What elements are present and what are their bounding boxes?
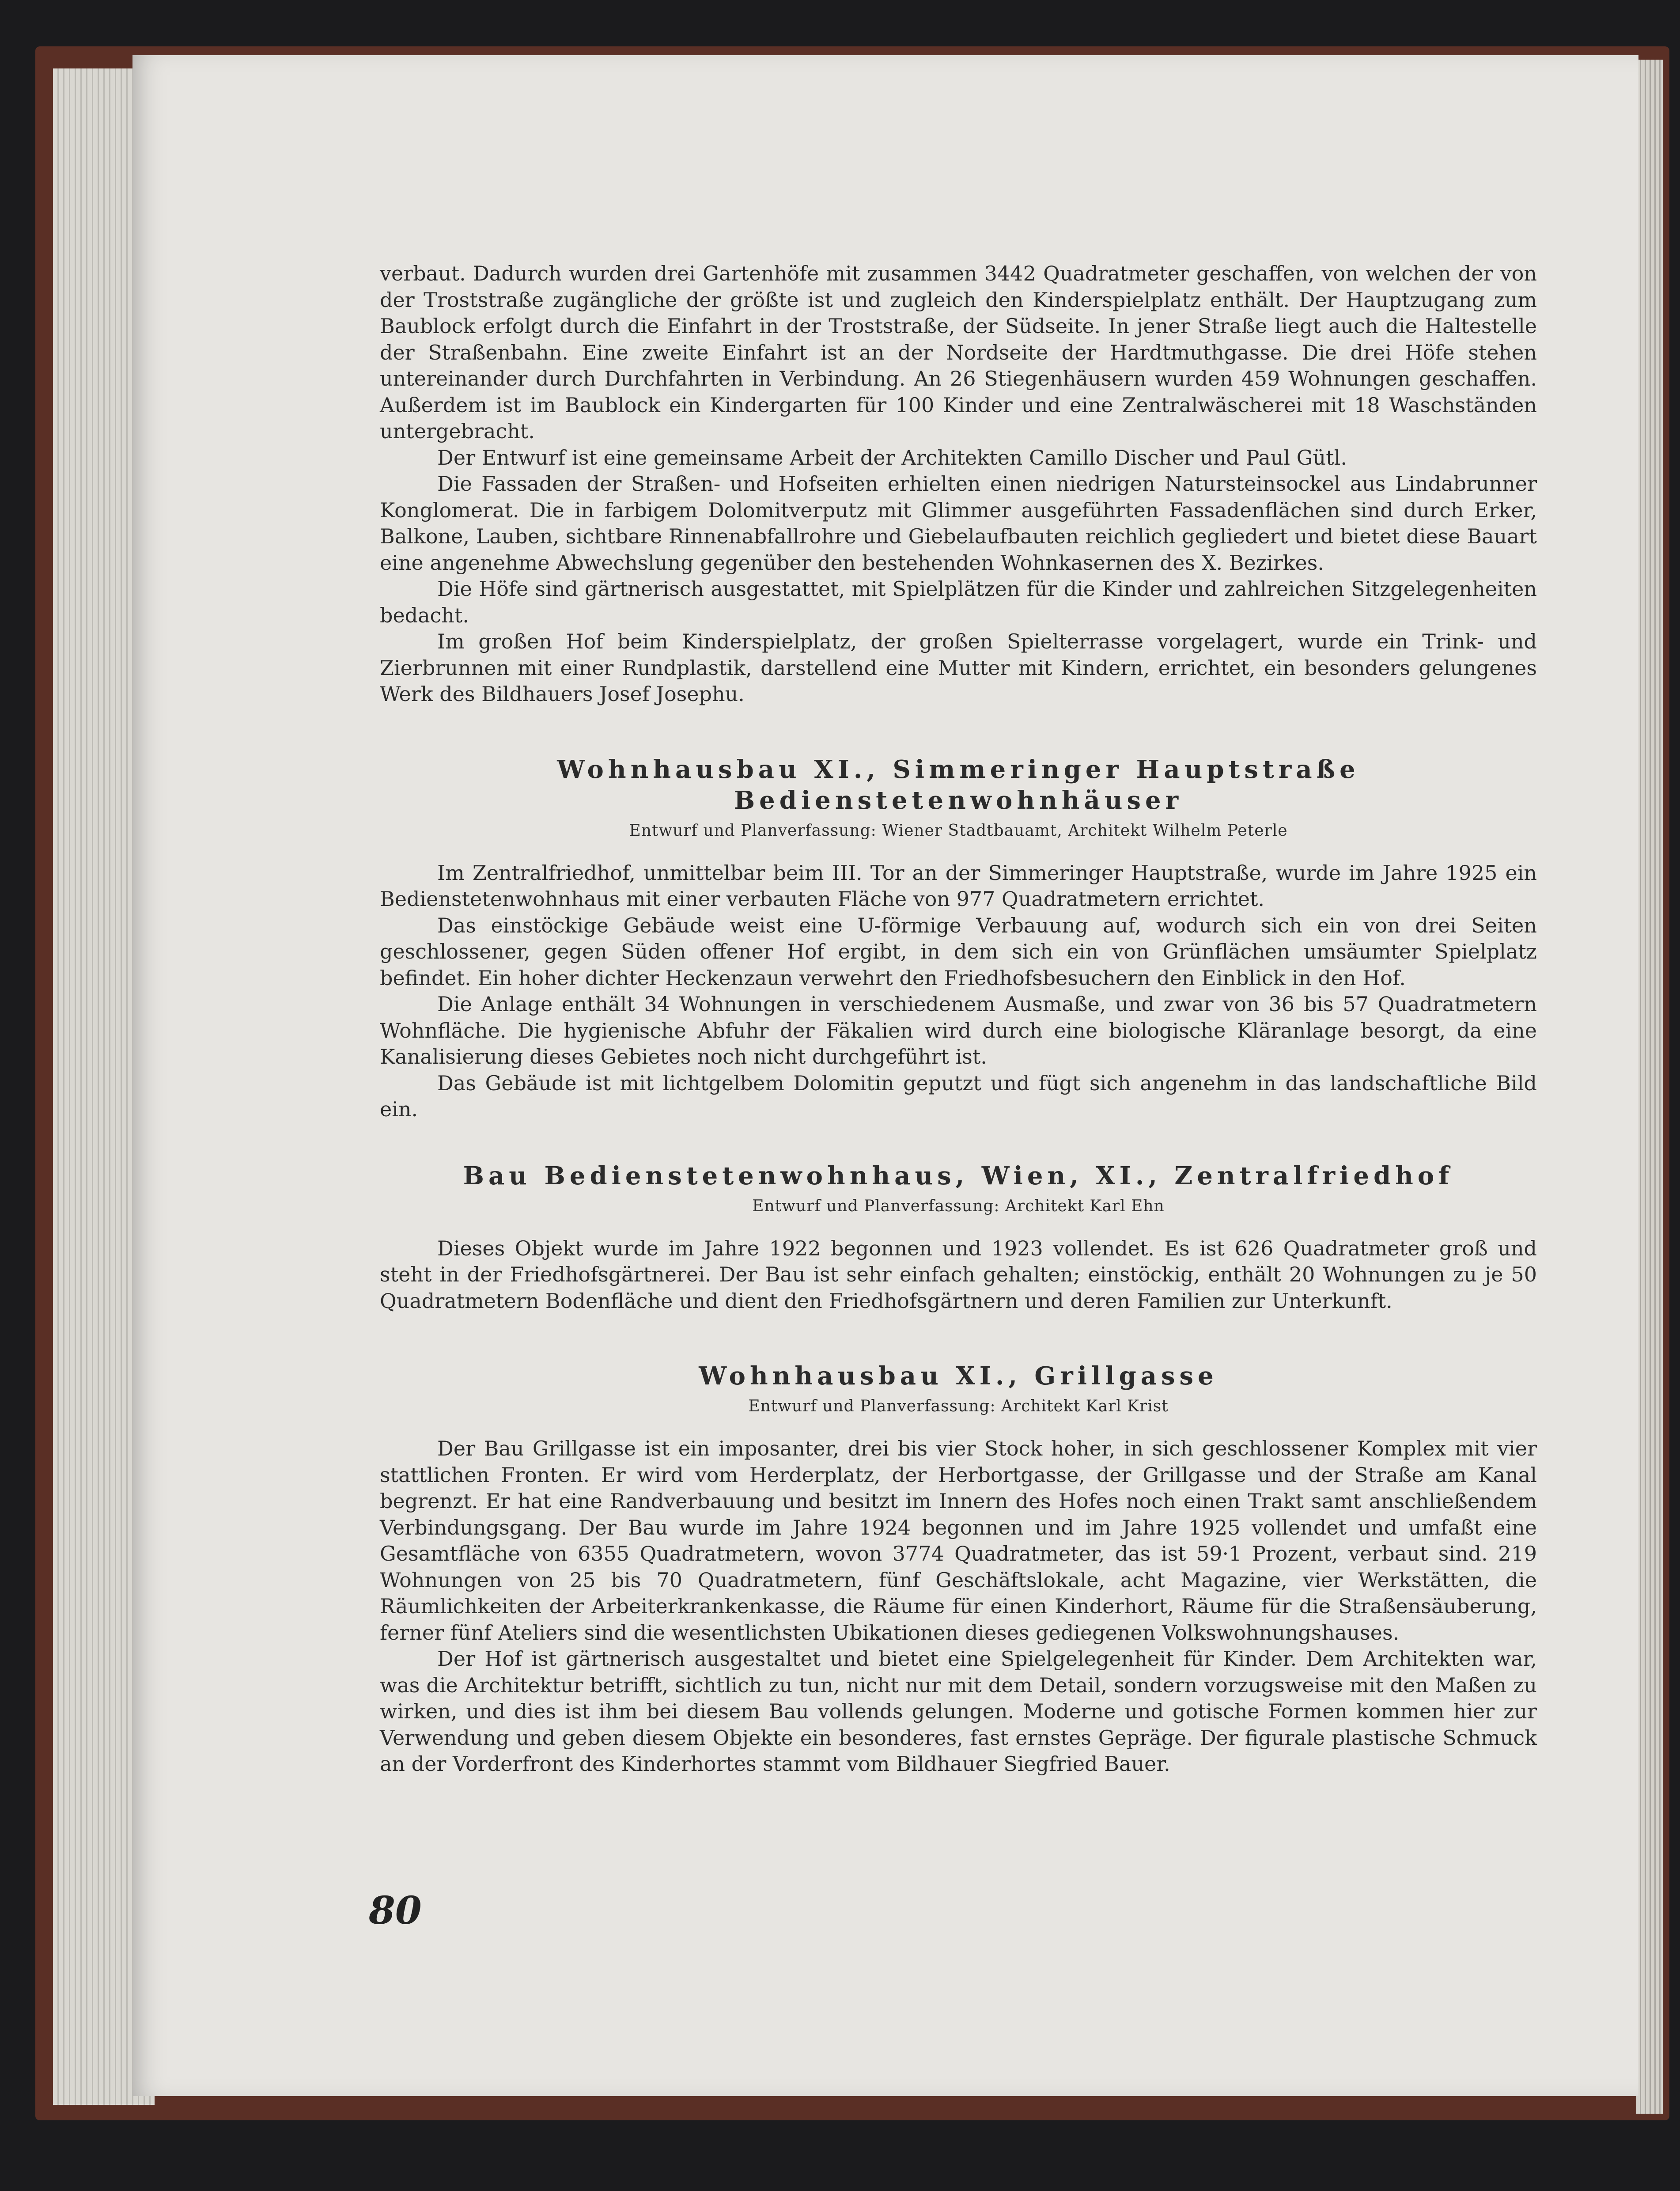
intro-paragraph-3: Die Fassaden der Straßen- und Hofseiten erhielten einen niedrigen Natursteinsockel aus Lindabrunner Konglomerat. Die in farbigem Dolomitverputz mit Glimmer ausgeführten Fassadenflächen sind durch Erker, Balkone, Lauben, sichtbare Rinnenabfallrohre und Giebelaufbauten reichlich gegliedert und bietet diese Bauart eine angenehme Abwechslung gegenüber den bestehenden Wohnkasernen des X. Bezirkes. (380, 472, 1537, 575)
spacer (380, 1123, 1537, 1160)
section3-paragraph-1: Der Bau Grillgasse ist ein imposanter, drei bis vier Stock hoher, in sich geschlossener Komplex mit vier stattlichen Fronten. Er wird vom Herderplatz, der Herbortgasse, der Grillgasse und der Straße am Kanal begrenzt. Er hat eine Randverbauung und besitzt im Innern des Hofes noch einen Trakt samt anschließendem Verbindungsgang. Der Bau wurde im Jahre 1924 begonnen und im Jahre 1925 vollendet und umfaßt eine Gesamtfläche von 6355 Quadratmetern, wovon 3774 Quadratmeter, das ist 59·1 Prozent, verbaut sind. 219 Wohnungen von 25 bis 70 Quadratmetern, fünf Geschäftslokale, acht Magazine, vier Werkstätten, die Räumlichkeiten der Arbeiterkrankenkasse, die Räume für einen Kinderhort, Räume für die Straßensäuberung, ferner fünf Ateliers sind die wesentlichsten Ubikationen dieses gediegenen Volkswohnungshauses. (380, 1437, 1537, 1645)
spacer (380, 708, 1537, 754)
section-heading-zentralfriedhof: Bau Bedienstetenwohnhaus, Wien, XI., Zentralfriedhof (463, 1161, 1454, 1190)
intro-paragraph-5: Im großen Hof beim Kinderspielplatz, der großen Spielterrasse vorgelagert, wurde ein Trink- und Zierbrunnen mit einer Rundplastik, darstellend eine Mutter mit Kindern, errichtet, ein besonders gelungenes Werk des Bildhauers Josef Josephu. (380, 629, 1537, 706)
page-stack-right (1636, 60, 1663, 2114)
section2-paragraph-1: Dieses Objekt wurde im Jahre 1922 begonnen und 1923 vollendet. Es ist 626 Quadratmeter groß und steht in der Friedhofsgärtnerei. Der Bau ist sehr einfach gehalten; einstöckig, enthält 20 Wohnungen zu je 50 Quadratmetern Bodenfläche und dient den Friedhofsgärtnern und deren Familien zur Unterkunft. (380, 1236, 1537, 1313)
text-column (380, 261, 1537, 1778)
intro-paragraph-1: verbaut. Dadurch wurden drei Gartenhöfe mit zusammen 3442 Quadratmeter geschaffen, von welchen der von der Troststraße zugängliche der größte ist und zugleich den Kinderspielplatz enthält. Der Hauptzugang zum Baublock erfolgt durch die Einfahrt in der Troststraße, der Südseite. In jener Straße liegt auch die Haltestelle der Straßenbahn. Eine zweite Einfahrt ist an der Nordseite der Hardtmuthgasse. Die drei Höfe stehen untereinander durch Durchfahrten in Verbindung. An 26 Stiegenhäusern wurden 459 Wohnungen geschaffen. Außerdem ist im Baublock ein Kindergarten für 100 Kinder und eine Zentralwäscherei mit 18 Waschständen untergebracht. (380, 262, 1537, 443)
intro-paragraph-4: Die Höfe sind gärtnerisch ausgestattet, mit Spielplätzen für die Kinder und zahlreichen Sitzgelegenheiten bedacht. (380, 577, 1537, 627)
section-heading-line-2: Bedienstetenwohnhäuser (734, 785, 1183, 815)
section3-paragraph-2: Der Hof ist gärtnerisch ausgestaltet und bietet eine Spielgelegenheit für Kinder. Dem Architekten war, was die Architektur betrifft, sichtlich zu tun, nicht nur mit dem Detail, sondern vorzugsweise mit den Maßen zu wirken, und dies ist ihm bei diesem Bau vollends gelungen. Moderne und gotische Formen kommen hier zur Verwendung und geben diesem Objekte ein besonderes, fast ernstes Gepräge. Der figurale plastische Schmuck an der Vorderfront des Kinderhortes stammt vom Bildhauer Siegfried Bauer. (380, 1647, 1537, 1776)
section1-paragraph-3: Die Anlage enthält 34 Wohnungen in verschiedenem Ausmaße, und zwar von 36 bis 57 Quadratmetern Wohnfläche. Die hygienische Abfuhr der Fäkalien wird durch eine biologische Kläranlage besorgt, da eine Kanalisierung dieses Gebietes noch nicht durchgeführt ist. (380, 992, 1537, 1069)
section-credit-simmeringer: Entwurf und Planverfassung: Wiener Stadtbauamt, Architekt Wilhelm Peterle (629, 821, 1288, 840)
intro-paragraph-2: Der Entwurf ist eine gemeinsame Arbeit der Architekten Camillo Discher und Paul Gütl. (437, 445, 1347, 470)
section-credit-zentralfriedhof: Entwurf und Planverfassung: Architekt Karl Ehn (752, 1197, 1165, 1215)
section1-paragraph-2: Das einstöckige Gebäude weist eine U-förmige Verbauung auf, wodurch sich ein von drei Seiten geschlossener, gegen Süden offener Hof ergibt, in dem sich ein von Grünflächen umsäumter Spielplatz befindet. Ein hoher dichter Heckenzaun verwehrt den Friedhofsbesuchern den Einblick in den Hof. (380, 913, 1537, 990)
section1-paragraph-1: Im Zentralfriedhof, unmittelbar beim III. Tor an der Simmeringer Hauptstraße, wurde im Jahre 1925 ein Bedienstetenwohnhaus mit einer verbauten Fläche von 977 Quadratmetern errichtet. (380, 860, 1537, 911)
spacer (380, 1314, 1537, 1361)
page-number: 80 (369, 1888, 422, 1933)
section-credit-grillgasse: Entwurf und Planverfassung: Architekt Karl Krist (748, 1397, 1169, 1415)
section-heading-simmeringer (380, 754, 1537, 816)
section-heading-line-1: Wohnhausbau XI., Simmeringer Hauptstraße (557, 754, 1360, 784)
section-heading-grillgasse: Wohnhausbau XI., Grillgasse (699, 1361, 1218, 1391)
section1-paragraph-4: Das Gebäude ist mit lichtgelbem Dolomitin geputzt und fügt sich angenehm in das landschaftliche Bild ein. (380, 1071, 1537, 1121)
